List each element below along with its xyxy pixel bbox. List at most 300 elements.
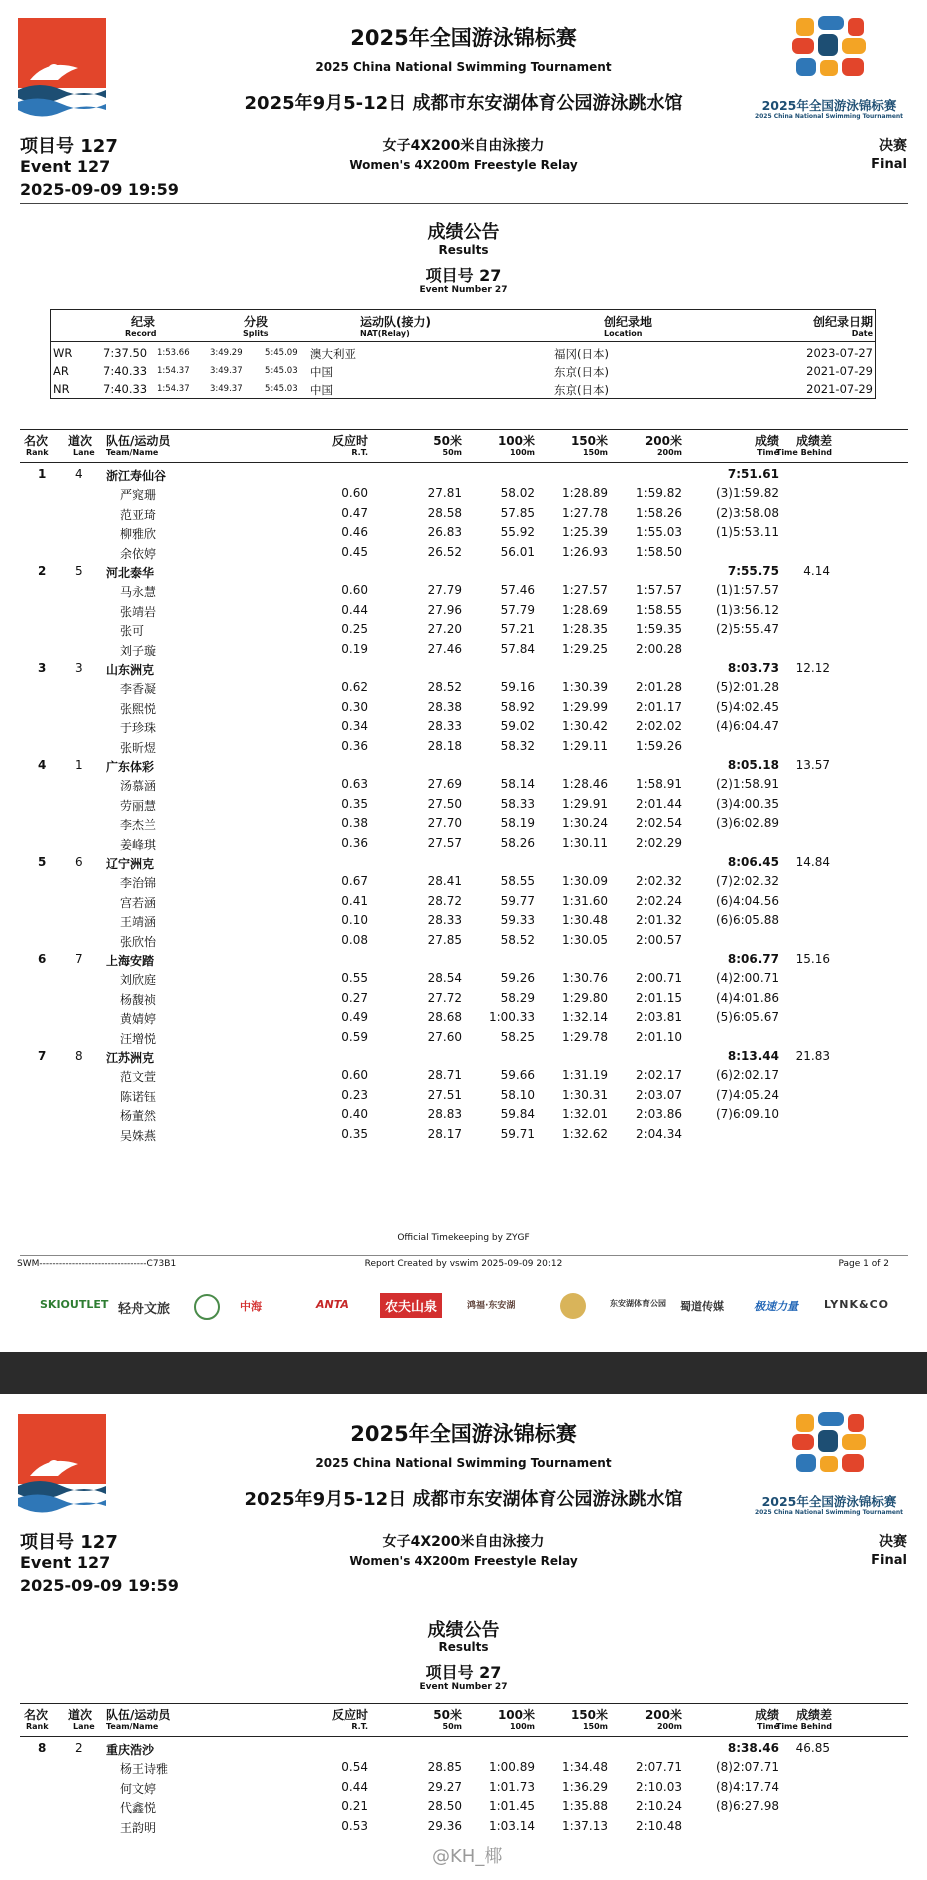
reaction-time: 0.59 <box>341 1029 368 1044</box>
m150-header-en: 150m <box>582 448 608 457</box>
swimmer-row <box>20 814 908 833</box>
rank-cell: 6 <box>38 952 47 966</box>
team-time: 7:51.61 <box>727 467 779 481</box>
swimmer-name: 范文萱 <box>120 1070 157 1085</box>
swimmer-name: 刘欣庭 <box>120 973 157 988</box>
record-time: 7:40.33 <box>103 382 148 396</box>
split-200m: 2:01.10 <box>635 1029 682 1044</box>
split-200m: 1:59.26 <box>635 738 682 753</box>
split-150m: 1:28.46 <box>561 777 608 792</box>
split-150m: 1:29.11 <box>561 738 608 753</box>
split-50m: 27.57 <box>427 835 462 850</box>
swimmer-row <box>20 775 908 794</box>
rank-cell: 8 <box>38 1741 47 1755</box>
lane-cell: 2 <box>75 1741 83 1755</box>
team-time: 7:55.75 <box>727 564 779 578</box>
lane-header: 道次 <box>68 434 93 448</box>
location-header-en: Location <box>604 329 643 338</box>
split-50m: 27.69 <box>427 777 462 792</box>
event-number-cn: 项目号 127 <box>20 136 118 157</box>
split-150m: 1:28.89 <box>561 486 608 501</box>
record-code: NR <box>53 382 70 396</box>
cumulative-time: (1)1:57.57 <box>715 583 779 598</box>
split-150m: 1:30.31 <box>561 1087 608 1102</box>
split-50m: 28.52 <box>427 680 462 695</box>
results-page-2 <box>0 1394 927 1880</box>
split-200m: 2:10.03 <box>635 1779 682 1794</box>
swimmer-name: 杨董然 <box>120 1109 157 1124</box>
cumulative-time: (7)4:05.24 <box>715 1087 779 1102</box>
split-200m: 2:01.44 <box>635 796 682 811</box>
time-header-en: Time <box>757 448 779 457</box>
team-name: 山东洲克 <box>106 663 155 677</box>
swimmer-row <box>20 698 908 717</box>
split-50m: 27.85 <box>427 932 462 947</box>
watermark: @KH_椰 <box>432 1846 503 1867</box>
reaction-time: 0.44 <box>341 602 368 617</box>
split-100m: 1:01.73 <box>488 1779 535 1794</box>
m150-header: 150米 <box>570 434 608 448</box>
split-150m: 1:30.05 <box>561 932 608 947</box>
date-location: 2025年9月5-12日 成都市东安湖体育公园游泳跳水馆 <box>244 93 683 114</box>
split-100m: 1:00.89 <box>488 1760 535 1775</box>
cumulative-time: (6)2:02.17 <box>715 1068 779 1083</box>
reaction-time: 0.47 <box>341 505 368 520</box>
swimmer-row <box>20 911 908 930</box>
split-100m: 57.85 <box>500 505 535 520</box>
lane-cell: 3 <box>75 661 83 675</box>
record-split-3: 5:45.03 <box>265 366 298 376</box>
split-100m: 59.84 <box>500 1107 535 1122</box>
swimmer-name: 黄婧婷 <box>120 1012 157 1027</box>
split-100m: 55.92 <box>500 525 535 540</box>
record-header-en: Record <box>125 329 157 338</box>
record-location: 福冈(日本) <box>554 347 609 361</box>
tournament-title-en: 2025 China National Swimming Tournament <box>315 60 612 74</box>
swimmer-row <box>20 1758 908 1777</box>
split-150m: 1:30.39 <box>561 680 608 695</box>
reaction-time: 0.19 <box>341 641 368 656</box>
record-nat: 中国 <box>310 383 333 397</box>
team-name: 河北泰华 <box>106 566 155 580</box>
split-100m: 1:03.14 <box>488 1818 535 1833</box>
swimmer-row <box>20 1105 908 1124</box>
sponsor-outlet: SKIOUTLET <box>40 1298 109 1311</box>
event-number-en: Event 127 <box>20 157 111 176</box>
rt-header: 反应时 <box>331 1708 368 1722</box>
split-100m: 58.14 <box>500 777 535 792</box>
team-row <box>20 756 908 775</box>
stage-cn: 决赛 <box>879 138 907 154</box>
cumulative-time: (8)2:07.71 <box>715 1760 779 1775</box>
swimmer-row <box>20 484 908 503</box>
split-150m: 1:26.93 <box>561 544 608 559</box>
record-split-3: 5:45.03 <box>265 384 298 394</box>
record-code: WR <box>53 346 73 360</box>
reaction-time: 0.35 <box>341 1126 368 1141</box>
swimmer-row <box>20 1778 908 1797</box>
time-behind: 13.57 <box>795 758 830 772</box>
team-row <box>20 562 908 581</box>
stage-en: Final <box>871 157 907 172</box>
split-200m: 2:10.48 <box>635 1818 682 1833</box>
m200-header: 200米 <box>644 1708 682 1722</box>
event-number-heading-en: Event Number 27 <box>419 1682 508 1692</box>
event-name-cn: 女子4X200米自由泳接力 <box>382 138 545 154</box>
team-time: 8:06.77 <box>727 952 779 966</box>
split-100m: 57.84 <box>500 641 535 656</box>
results-title-cn: 成绩公告 <box>427 1620 500 1641</box>
sponsor-culture: 轻舟文旅 <box>118 1302 171 1317</box>
split-150m: 1:30.11 <box>561 835 608 850</box>
record-date: 2021-07-29 <box>806 382 873 396</box>
sponsor-gold-emblem-icon <box>560 1293 586 1319</box>
cumulative-time: (5)2:01.28 <box>715 680 779 695</box>
split-200m: 2:02.54 <box>635 816 682 831</box>
reaction-time: 0.63 <box>341 777 368 792</box>
behind-header-en: Time Behind <box>775 1722 832 1731</box>
swimmer-name: 范亚琦 <box>120 507 157 522</box>
time-behind: 14.84 <box>795 855 830 869</box>
split-100m: 58.02 <box>500 486 535 501</box>
team-time: 8:06.45 <box>727 855 779 869</box>
reaction-time: 0.62 <box>341 680 368 695</box>
cumulative-time: (4)4:01.86 <box>715 990 779 1005</box>
split-200m: 1:59.35 <box>635 622 682 637</box>
logo-text-cn: 2025年全国游泳锦标赛 <box>761 1494 897 1509</box>
cumulative-time: (1)5:53.11 <box>715 525 779 540</box>
split-200m: 2:03.07 <box>635 1087 682 1102</box>
tournament-title-cn: 2025年全国游泳锦标赛 <box>350 1422 577 1446</box>
split-50m: 27.20 <box>427 622 462 637</box>
split-100m: 57.46 <box>500 583 535 598</box>
rank-cell: 5 <box>38 855 47 869</box>
m50-header-en: 50m <box>442 1722 462 1731</box>
time-behind: 21.83 <box>795 1049 830 1063</box>
team-time: 8:03.73 <box>727 661 779 675</box>
reaction-time: 0.49 <box>341 1010 368 1025</box>
swimmer-name: 杨王诗雅 <box>120 1762 169 1777</box>
split-200m: 2:07.71 <box>635 1760 682 1775</box>
sponsor-shudao: 蜀道传媒 <box>680 1300 724 1313</box>
records-box <box>50 309 876 399</box>
split-50m: 28.38 <box>427 699 462 714</box>
split-150m: 1:25.39 <box>561 525 608 540</box>
record-date: 2023-07-27 <box>806 346 873 360</box>
split-150m: 1:28.69 <box>561 602 608 617</box>
rank-cell: 2 <box>38 564 47 578</box>
swimmer-row <box>20 1028 908 1047</box>
record-header: 纪录 <box>131 315 156 329</box>
logo-text-cn: 2025年全国游泳锦标赛 <box>761 98 897 113</box>
m200-header-en: 200m <box>656 448 682 457</box>
event-datetime: 2025-09-09 19:59 <box>20 1576 179 1595</box>
tournament-title-en: 2025 China National Swimming Tournament <box>315 1456 612 1470</box>
date-header-en: Date <box>851 329 873 338</box>
swimmer-name: 张可 <box>120 624 145 639</box>
report-code: SWM---------------------------------C73B1 <box>17 1259 177 1269</box>
m100-header-en: 100m <box>509 448 535 457</box>
split-150m: 1:36.29 <box>561 1779 608 1794</box>
reaction-time: 0.38 <box>341 816 368 831</box>
reaction-time: 0.45 <box>341 544 368 559</box>
swimmer-row <box>20 969 908 988</box>
cumulative-time: (3)1:59.82 <box>715 486 779 501</box>
swimmer-name: 王靖涵 <box>120 915 157 930</box>
swimmer-name: 柳雅欣 <box>120 527 157 542</box>
swimmer-name: 李杰兰 <box>120 818 157 833</box>
sponsor-emblem-icon <box>194 1294 220 1320</box>
swimmer-row <box>20 872 908 891</box>
swimmer-row <box>20 620 908 639</box>
event-name-en: Women's 4X200m Freestyle Relay <box>349 158 578 172</box>
split-200m: 1:55.03 <box>635 525 682 540</box>
swimmer-name: 吴姝燕 <box>120 1128 157 1143</box>
split-100m: 58.55 <box>500 874 535 889</box>
cumulative-time: (1)3:56.12 <box>715 602 779 617</box>
split-50m: 26.83 <box>427 525 462 540</box>
split-150m: 1:29.80 <box>561 990 608 1005</box>
reaction-time: 0.60 <box>341 583 368 598</box>
split-150m: 1:30.24 <box>561 816 608 831</box>
split-50m: 27.96 <box>427 602 462 617</box>
split-50m: 29.36 <box>427 1818 462 1833</box>
m100-header: 100米 <box>497 434 535 448</box>
split-50m: 28.33 <box>427 719 462 734</box>
logo-text-en: 2025 China National Swimming Tournament <box>754 1509 904 1516</box>
cumulative-time: (8)4:17.74 <box>715 1779 779 1794</box>
split-200m: 2:03.81 <box>635 1010 682 1025</box>
reaction-time: 0.60 <box>341 486 368 501</box>
rank-header: 名次 <box>24 1708 49 1722</box>
sponsor-park: 东安湖体育公园 <box>610 1299 666 1308</box>
lane-cell: 6 <box>75 855 83 869</box>
cumulative-time: (5)6:05.67 <box>715 1010 779 1025</box>
date-location: 2025年9月5-12日 成都市东安湖体育公园游泳跳水馆 <box>244 1489 683 1510</box>
split-50m: 28.18 <box>427 738 462 753</box>
nat-header: 运动队(接力) <box>360 315 431 329</box>
split-150m: 1:32.14 <box>561 1010 608 1025</box>
record-split-1: 1:54.37 <box>157 366 190 376</box>
split-100m: 57.79 <box>500 602 535 617</box>
split-200m: 2:04.34 <box>635 1126 682 1141</box>
sponsor-hongfu: 鸿福·东安湖 <box>467 1301 516 1311</box>
time-header-en: Time <box>757 1722 779 1731</box>
split-100m: 59.33 <box>500 913 535 928</box>
reaction-time: 0.23 <box>341 1087 368 1102</box>
reaction-time: 0.27 <box>341 990 368 1005</box>
nat-header-en: NAT(Relay) <box>360 329 410 338</box>
swimmer-name: 王韵明 <box>120 1820 157 1835</box>
split-100m: 59.02 <box>500 719 535 734</box>
split-50m: 28.58 <box>427 505 462 520</box>
split-200m: 2:01.17 <box>635 699 682 714</box>
cumulative-time: (4)2:00.71 <box>715 971 779 986</box>
sponsor-logos <box>30 1298 900 1330</box>
split-200m: 2:10.24 <box>635 1799 682 1814</box>
split-150m: 1:27.57 <box>561 583 608 598</box>
split-50m: 28.71 <box>427 1068 462 1083</box>
reaction-time: 0.55 <box>341 971 368 986</box>
split-100m: 59.26 <box>500 971 535 986</box>
lane-cell: 1 <box>75 758 83 772</box>
reaction-time: 0.34 <box>341 719 368 734</box>
split-100m: 57.21 <box>500 622 535 637</box>
event-number-heading: 项目号 27 <box>425 266 502 285</box>
record-split-2: 3:49.37 <box>210 384 243 394</box>
split-50m: 27.81 <box>427 486 462 501</box>
record-time: 7:37.50 <box>103 346 148 360</box>
split-200m: 2:00.57 <box>635 932 682 947</box>
swimmer-row <box>20 640 908 659</box>
swimmer-row <box>20 1125 908 1144</box>
split-150m: 1:29.78 <box>561 1029 608 1044</box>
time-behind: 12.12 <box>795 661 830 675</box>
split-150m: 1:30.09 <box>561 874 608 889</box>
split-150m: 1:32.62 <box>561 1126 608 1141</box>
event-datetime: 2025-09-09 19:59 <box>20 180 179 199</box>
event-number-heading-en: Event Number 27 <box>419 285 508 295</box>
split-50m: 28.68 <box>427 1010 462 1025</box>
split-200m: 2:01.32 <box>635 913 682 928</box>
reaction-time: 0.46 <box>341 525 368 540</box>
swimmer-row <box>20 1086 908 1105</box>
team-row <box>20 1739 908 1758</box>
reaction-time: 0.53 <box>341 1818 368 1833</box>
logo-text-en: 2025 China National Swimming Tournament <box>754 113 904 120</box>
swimmer-name: 李治锦 <box>120 876 157 891</box>
date-header: 创纪录日期 <box>812 315 873 329</box>
timekeeping-note: Official Timekeeping by ZYGF <box>397 1233 530 1243</box>
split-100m: 58.32 <box>500 738 535 753</box>
time-behind: 4.14 <box>803 564 830 578</box>
behind-header: 成绩差 <box>795 1708 832 1722</box>
footer-divider <box>20 1255 908 1256</box>
rt-header-en: R.T. <box>351 1722 368 1731</box>
split-100m: 1:00.33 <box>488 1010 535 1025</box>
swimmer-name: 张靖岩 <box>120 604 157 619</box>
reaction-time: 0.44 <box>341 1779 368 1794</box>
team-time: 8:05.18 <box>727 758 779 772</box>
results-title-en: Results <box>438 243 489 257</box>
split-200m: 2:01.28 <box>635 680 682 695</box>
rank-cell: 4 <box>38 758 47 772</box>
split-200m: 1:58.26 <box>635 505 682 520</box>
split-200m: 2:00.28 <box>635 641 682 656</box>
split-200m: 1:59.82 <box>635 486 682 501</box>
split-50m: 28.17 <box>427 1126 462 1141</box>
split-100m: 58.33 <box>500 796 535 811</box>
split-150m: 1:31.60 <box>561 893 608 908</box>
swimmer-name: 陈诺钰 <box>120 1089 157 1104</box>
reaction-time: 0.67 <box>341 874 368 889</box>
sponsor-lynkco: LYNK&CO <box>824 1298 890 1311</box>
cumulative-time: (2)5:55.47 <box>715 622 779 637</box>
swimmer-name: 杨馥祯 <box>120 992 157 1007</box>
cumulative-time: (3)4:00.35 <box>715 796 779 811</box>
sponsor-nongfu: 农夫山泉 <box>380 1293 442 1318</box>
m50-header: 50米 <box>433 1708 462 1722</box>
event-name-cn: 女子4X200米自由泳接力 <box>382 1534 545 1550</box>
time-header: 成绩 <box>754 434 779 448</box>
split-150m: 1:32.01 <box>561 1107 608 1122</box>
split-100m: 58.92 <box>500 699 535 714</box>
split-100m: 59.77 <box>500 893 535 908</box>
split-100m: 1:01.45 <box>488 1799 535 1814</box>
swimmer-row <box>20 931 908 950</box>
split-150m: 1:35.88 <box>561 1799 608 1814</box>
split-200m: 2:00.71 <box>635 971 682 986</box>
m50-header-en: 50m <box>442 448 462 457</box>
cumulative-time: (8)6:27.98 <box>715 1799 779 1814</box>
record-nat: 澳大利亚 <box>310 347 356 361</box>
split-200m: 2:03.86 <box>635 1107 682 1122</box>
cumulative-time: (4)6:04.47 <box>715 719 779 734</box>
behind-header-en: Time Behind <box>775 448 832 457</box>
split-50m: 28.50 <box>427 1799 462 1814</box>
split-150m: 1:34.48 <box>561 1760 608 1775</box>
team-name: 江苏洲克 <box>106 1051 155 1065</box>
split-150m: 1:29.91 <box>561 796 608 811</box>
swimmer-name: 张昕煜 <box>120 740 157 755</box>
split-200m: 1:57.57 <box>635 583 682 598</box>
team-header-en: Team/Name <box>106 448 159 457</box>
location-header: 创纪录地 <box>604 315 653 329</box>
rank-cell: 3 <box>38 661 47 675</box>
split-200m: 1:58.55 <box>635 602 682 617</box>
split-50m: 27.70 <box>427 816 462 831</box>
split-100m: 58.19 <box>500 816 535 831</box>
split-200m: 1:58.50 <box>635 544 682 559</box>
split-50m: 28.72 <box>427 893 462 908</box>
split-100m: 58.26 <box>500 835 535 850</box>
team-row <box>20 853 908 872</box>
m200-header: 200米 <box>644 434 682 448</box>
swimmer-name: 代鑫悦 <box>120 1801 157 1816</box>
split-150m: 1:29.99 <box>561 699 608 714</box>
rank-cell: 7 <box>38 1049 47 1063</box>
swimmer-row <box>20 581 908 600</box>
split-150m: 1:31.19 <box>561 1068 608 1083</box>
record-time: 7:40.33 <box>103 364 148 378</box>
lane-cell: 5 <box>75 564 83 578</box>
split-200m: 2:02.02 <box>635 719 682 734</box>
m200-header-en: 200m <box>656 1722 682 1731</box>
reaction-time: 0.08 <box>341 932 368 947</box>
team-name: 重庆浩沙 <box>106 1743 155 1757</box>
cumulative-time: (2)1:58.91 <box>715 777 779 792</box>
team-row <box>20 659 908 678</box>
cumulative-time: (6)6:05.88 <box>715 913 779 928</box>
split-50m: 27.51 <box>427 1087 462 1102</box>
team-time: 8:38.46 <box>727 1741 779 1755</box>
team-name: 辽宁洲克 <box>106 857 155 871</box>
cumulative-time: (7)2:02.32 <box>715 874 779 889</box>
time-header: 成绩 <box>754 1708 779 1722</box>
reaction-time: 0.36 <box>341 738 368 753</box>
reaction-time: 0.60 <box>341 1068 368 1083</box>
stage-cn: 决赛 <box>879 1534 907 1550</box>
results-table-header <box>20 429 908 463</box>
split-150m: 1:28.35 <box>561 622 608 637</box>
split-50m: 27.60 <box>427 1029 462 1044</box>
rank-header-en: Rank <box>26 1722 49 1731</box>
swimmer-name: 姜峰琪 <box>120 837 157 852</box>
page-separator <box>0 1352 927 1394</box>
swimmer-name: 劳丽慧 <box>120 798 157 813</box>
record-nat: 中国 <box>310 365 333 379</box>
team-row <box>20 950 908 969</box>
